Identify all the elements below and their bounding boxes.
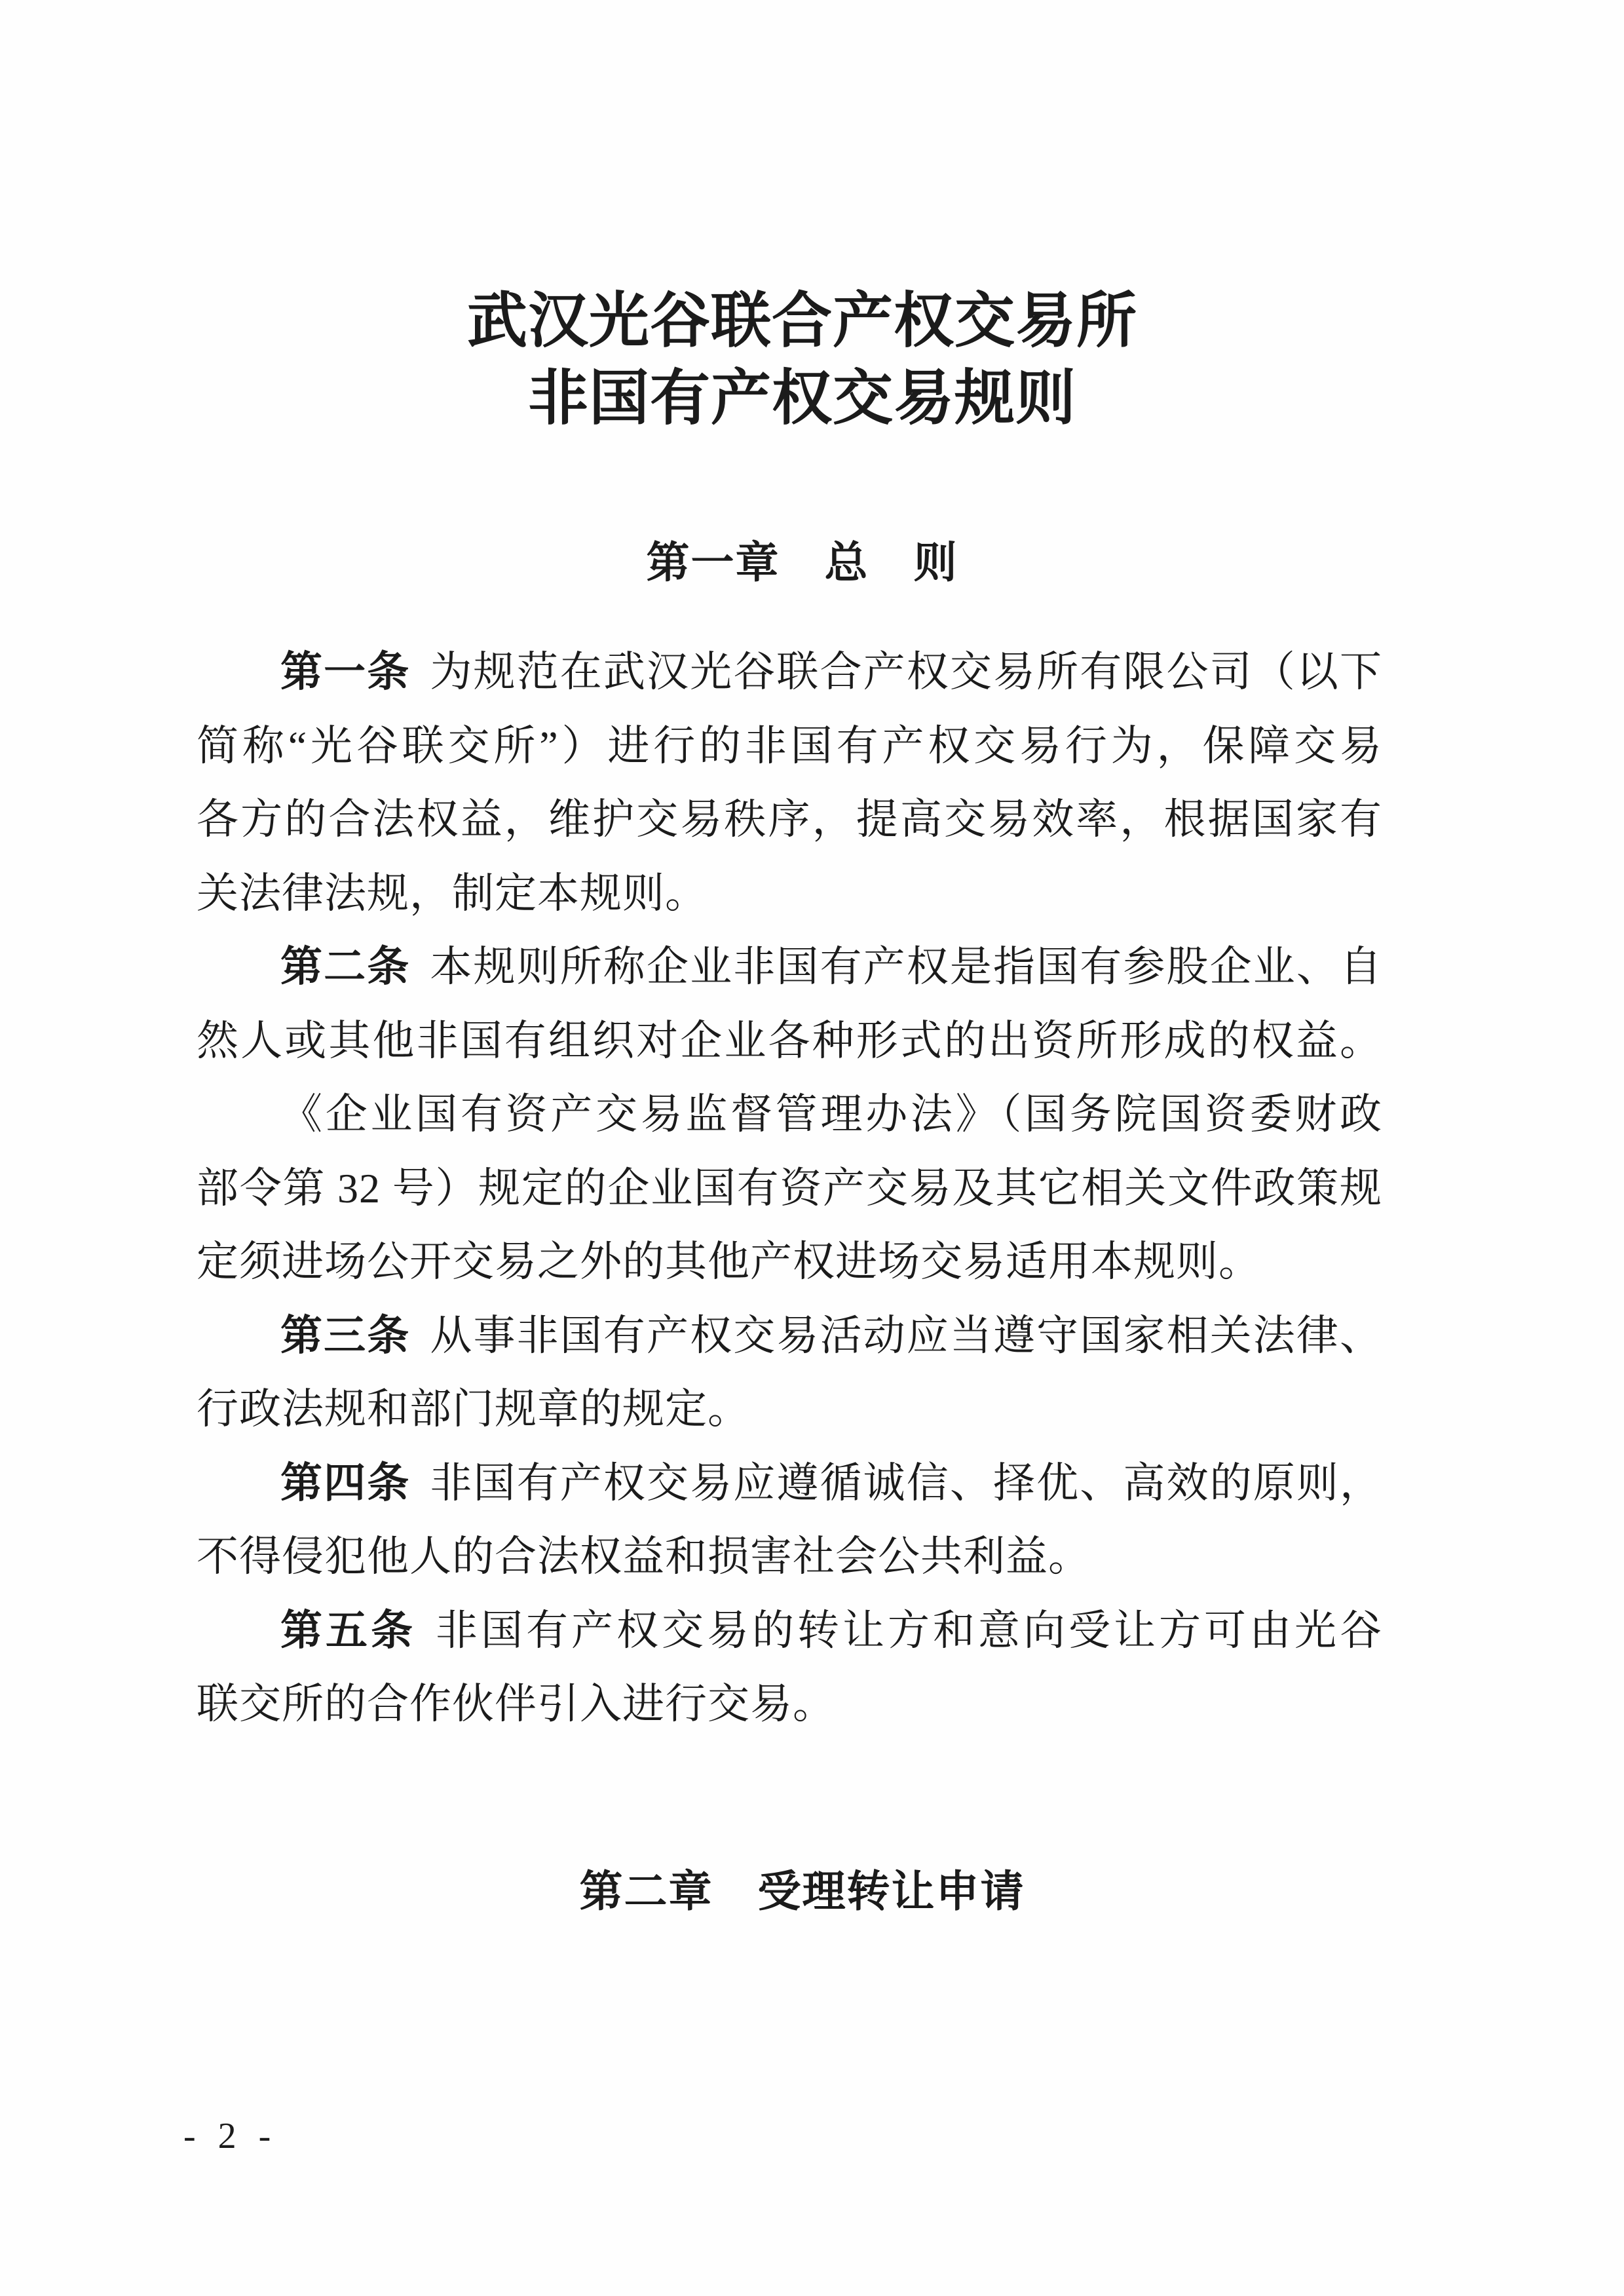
article-number: 第四条: [280, 1460, 411, 1506]
body-line-text: 定须进场公开交易之外的其他产权进场交易适用本规则。: [197, 1238, 1261, 1285]
article-number: 第一条: [280, 649, 411, 695]
document-title-line-2: 非国有产权交易规则: [527, 365, 1076, 432]
body-line: [197, 1083, 1382, 1146]
body-line: [197, 862, 1382, 925]
body-line-text: 关法律法规，制定本规则。: [197, 870, 708, 917]
body-line: [197, 1010, 1382, 1073]
body-line-text: 为规范在武汉光谷联合产权交易所有限公司（以下: [430, 649, 1382, 695]
body-line-text: 本规则所称企业非国有产权是指国有参股企业、自: [430, 944, 1382, 990]
body-line: [197, 1305, 1382, 1368]
body-line: [197, 715, 1382, 778]
body-line-text: 然人或其他非国有组织对企业各种形式的出资所形成的权益。: [197, 1018, 1382, 1064]
body-line: [197, 1378, 1382, 1441]
body-line-text: 简称“光谷联交所”）进行的非国有产权交易行为，保障交易: [197, 723, 1382, 769]
body-line-text: 联交所的合作伙伴引入进行交易。: [197, 1681, 835, 1727]
body-line: [197, 1599, 1382, 1662]
article-number: 第二条: [280, 944, 411, 990]
body-line-text: 各方的合法权益，维护交易秩序，提高交易效率，根据国家有: [197, 796, 1382, 843]
body-line-text: 行政法规和部门规章的规定。: [197, 1386, 750, 1432]
chapter-1-heading: 第一章 总 则: [646, 538, 958, 586]
body-line: [197, 1157, 1382, 1220]
article-number: 第三条: [280, 1312, 411, 1359]
body-line-text: 非国有产权交易的转让方和意向受让方可由光谷: [436, 1607, 1382, 1654]
document-title-line-1: 武汉光谷联合产权交易所: [466, 288, 1137, 354]
chapter-2-heading: 第二章 受理转让申请: [579, 1867, 1025, 1915]
body-line-text: 部令第 32 号）规定的企业国有资产交易及其它相关文件政策规: [197, 1165, 1382, 1212]
body-line-text: 《企业国有资产交易监督管理办法》（国务院国资委财政: [280, 1091, 1382, 1138]
body-line: [197, 1673, 1382, 1736]
article-number: 第五条: [280, 1607, 416, 1654]
body-line-text: 不得侵犯他人的合法权益和损害社会公共利益。: [197, 1533, 1091, 1580]
body-line: [197, 1525, 1382, 1588]
body-line: [197, 1452, 1382, 1515]
body-line-text: 从事非国有产权交易活动应当遵守国家相关法律、: [430, 1312, 1382, 1359]
body-line: [197, 788, 1382, 851]
body-line: [197, 641, 1382, 704]
body-line: [197, 1231, 1382, 1293]
page-number: - 2 -: [183, 2116, 278, 2156]
body-line-text: 非国有产权交易应遵循诚信、择优、高效的原则，: [430, 1460, 1382, 1506]
body-line: [197, 936, 1382, 999]
